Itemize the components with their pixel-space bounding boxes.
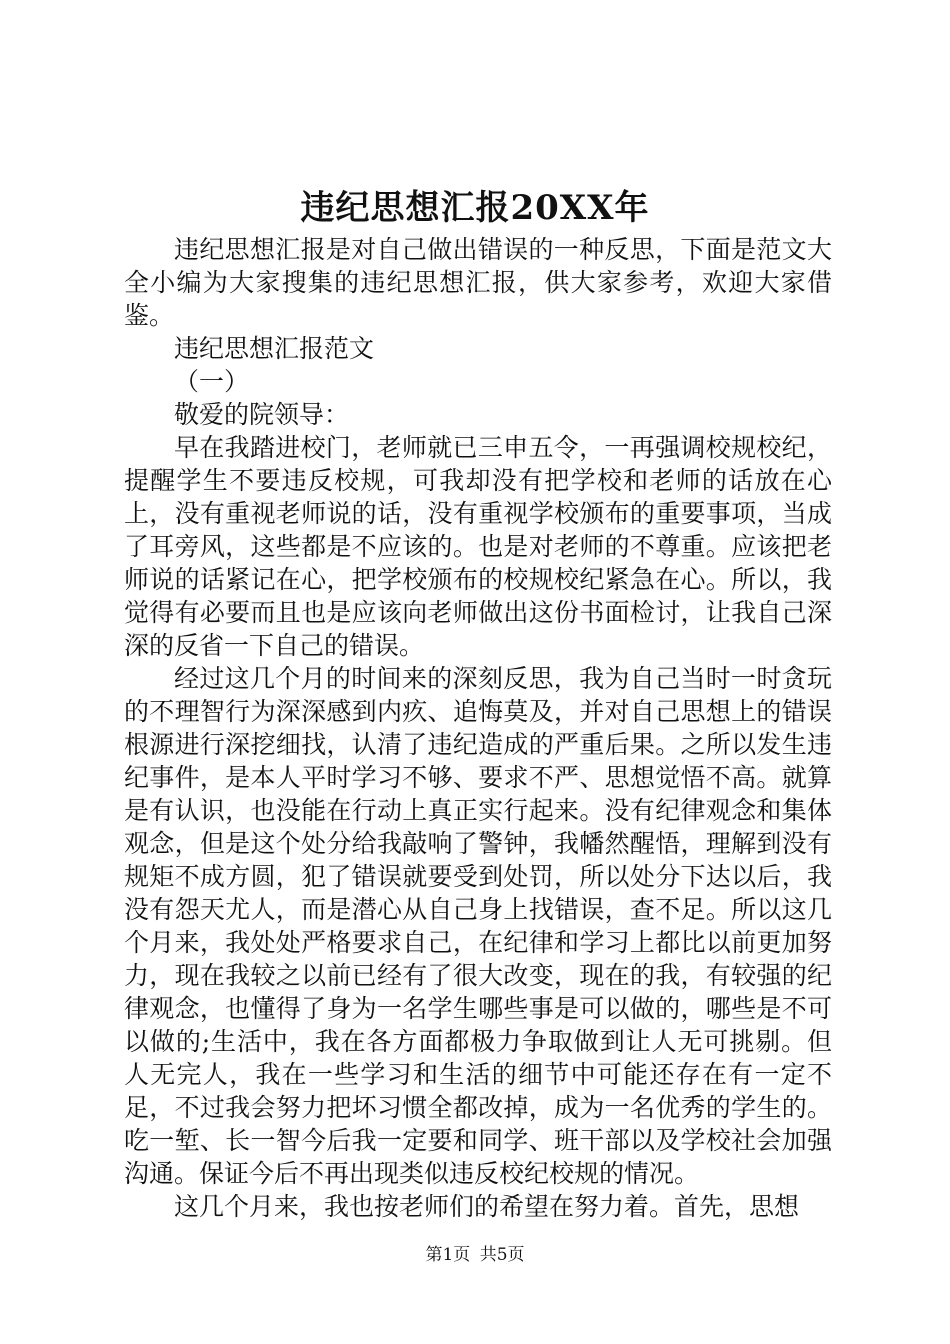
body-paragraph: 早在我踏进校门，老师就已三申五令，一再强调校规校纪，提醒学生不要违反校规，可我却没有把学校和老师的话放在心上，没有重视老师说的话，没有重视学校颁布的重要事项，当成了耳旁风，这些都是不应该的。也是对老师的不尊重。应该把老师说的话紧记在心，把学校颁布的校规校纪紧急在心。所以，我觉得有必要而且也是应该向老师做出这份书面检讨，让我自己深深的反省一下自己的错误。 [124, 433, 832, 660]
page-footer [0, 1244, 950, 1266]
document-body [124, 233, 832, 1223]
page-number: 第1页 [425, 1245, 471, 1265]
section-heading: 违纪思想汇报范文 [174, 334, 375, 363]
body-paragraph: 这几个月来，我也按老师们的希望在努力着。首先，思想 [174, 1192, 800, 1221]
page-total: 共5页 [479, 1245, 525, 1265]
section-number: （一） [174, 367, 250, 396]
document-title: 违纪思想汇报20XX年 [300, 188, 650, 228]
salutation: 敬爱的院领导： [174, 400, 350, 429]
body-paragraph: 经过这几个月的时间来的深刻反思，我为自己当时一时贪玩的不理智行为深深感到内疚、追悔莫及，并对自己思想上的错误根源进行深挖细找，认清了违纪造成的严重后果。之所以发生违纪事件，是本人平时学习不够、要求不严、思想觉悟不高。就算是有认识，也没能在行动上真正实行起来。没有纪律观念和集体观念，但是这个处分给我敲响了警钟，我幡然醒悟，理解到没有规矩不成方圆，犯了错误就要受到处罚，所以处分下达以后，我没有怨天尤人，而是潜心从自己身上找错误，查不足。所以这几个月来，我处处严格要求自己，在纪律和学习上都比以前更加努力，现在我较之以前已经有了很大改变，现在的我，有较强的纪律观念，也懂得了身为一名学生哪些事是可以做的，哪些是不可以做的;生活中，我在各方面都极力争取做到让人无可挑剔。但人无完人，我在一些学习和生活的细节中可能还存在有一定不足，不过我会努力把坏习惯全都改掉，成为一名优秀的学生的。吃一堑、长一智今后我一定要和同学、班干部以及学校社会加强沟通。保证今后不再出现类似违反校纪校规的情况。 [124, 664, 832, 1188]
intro-paragraph: 违纪思想汇报是对自己做出错误的一种反思，下面是范文大全小编为大家搜集的违纪思想汇报，供大家参考，欢迎大家借鉴。 [124, 235, 832, 330]
